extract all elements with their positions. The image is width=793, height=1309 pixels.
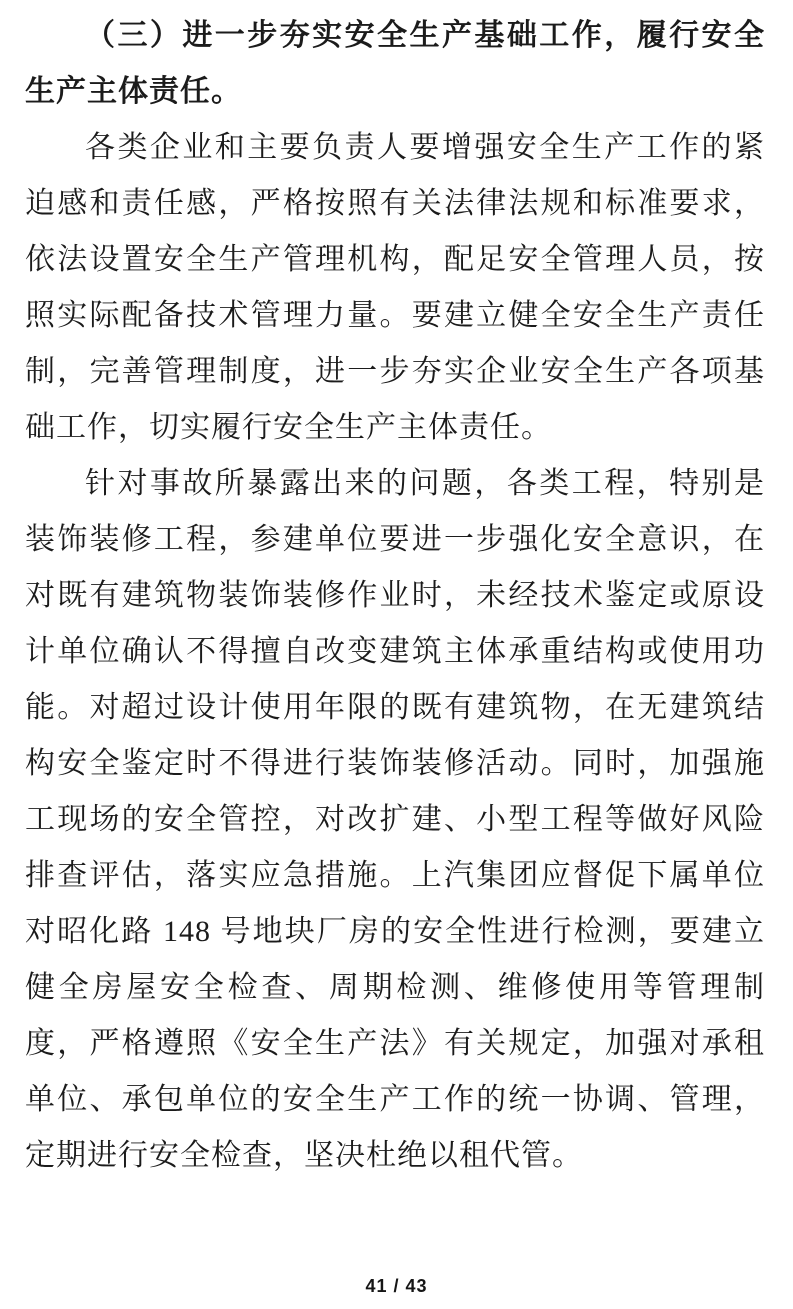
paragraph-2: 针对事故所暴露出来的问题，各类工程，特别是装饰装修工程，参建单位要进一步强化安全意识，在对既有建筑物装饰装修作业时，未经技术鉴定或原设计单位确认不得擅自改变建筑主体承重结构或使用功能。对超过设计使用年限的既有建筑物，在无建筑结构安全鉴定时不得进行装饰装修活动。同时，加强施工现场的安全管控，对改扩建、小型工程等做好风险排查评估，落实应急措施。上汽集团应督促下属单位对昭化路 148 号地块厂房的安全性进行检测，要建立健全房屋安全检查、周期检测、维修使用等管理制度，严格遵照《安全生产法》有关规定，加强对承租单位、承包单位的安全生产工作的统一协调、管理，定期进行安全检查，坚决杜绝以租代管。 <box>25 467 765 1172</box>
paragraph-1: 各类企业和主要负责人要增强安全生产工作的紧迫感和责任感，严格按照有关法律法规和标准要求，依法设置安全生产管理机构，配足安全管理人员，按照实际配备技术管理力量。要建立健全安全生产责任制，完善管理制度，进一步夯实企业安全生产各项基础工作，切实履行安全生产主体责任。 <box>25 131 765 444</box>
page-number: 41 / 43 <box>365 1276 428 1296</box>
section-heading: （三）进一步夯实安全生产基础工作，履行安全生产主体责任。 <box>25 19 765 108</box>
